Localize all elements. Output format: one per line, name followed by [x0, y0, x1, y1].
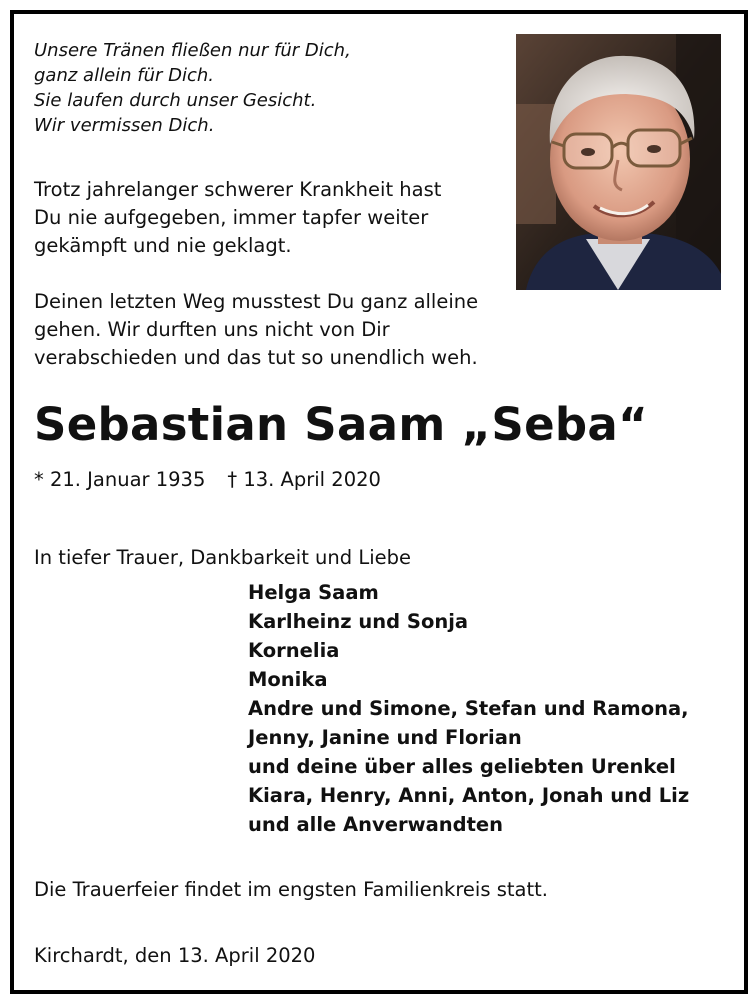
portrait-photo — [516, 34, 721, 290]
mourning-line: In tiefer Trauer, Dankbarkeit und Liebe — [34, 546, 411, 569]
poem-line: Sie laufen durch unser Gesicht. — [34, 90, 317, 111]
paragraph-line: Du nie aufgegeben, immer tapfer weiter — [34, 206, 429, 229]
family-member: Jenny, Janine und Florian — [248, 726, 522, 749]
farewell-paragraph — [34, 288, 478, 372]
family-list — [248, 578, 689, 839]
paragraph-line: verabschieden und das tut so unendlich weh. — [34, 346, 478, 369]
family-member: Kornelia — [248, 639, 340, 662]
deceased-name: Sebastian Saam „Seba“ — [34, 398, 648, 451]
place-and-date: Kirchardt, den 13. April 2020 — [34, 944, 316, 967]
family-member: Karlheinz und Sonja — [248, 610, 469, 633]
birth-date: * 21. Januar 1935 — [34, 468, 206, 491]
poem-line: Wir vermissen Dich. — [34, 115, 215, 136]
death-date: † 13. April 2020 — [227, 468, 381, 491]
poem-line: Unsere Tränen fließen nur für Dich, — [34, 40, 351, 61]
ceremony-note: Die Trauerfeier findet im engsten Familienkreis statt. — [34, 878, 548, 901]
paragraph-line: gekämpft und nie geklagt. — [34, 234, 292, 257]
family-member: Andre und Simone, Stefan und Ramona, — [248, 697, 689, 720]
life-dates — [34, 468, 381, 491]
poem-line: ganz allein für Dich. — [34, 65, 215, 86]
paragraph-line: Trotz jahrelanger schwerer Krankheit hast — [34, 178, 442, 201]
family-member: und deine über alles geliebten Urenkel — [248, 755, 676, 778]
poem — [34, 38, 351, 138]
paragraph-line: gehen. Wir durften uns nicht von Dir — [34, 318, 390, 341]
obituary-frame — [10, 10, 748, 994]
paragraph-line: Deinen letzten Weg musstest Du ganz alleine — [34, 290, 479, 313]
family-member: Kiara, Henry, Anni, Anton, Jonah und Liz — [248, 784, 690, 807]
family-member: Monika — [248, 668, 328, 691]
family-member: Helga Saam — [248, 581, 379, 604]
family-member: und alle Anverwandten — [248, 813, 504, 836]
intro-paragraph — [34, 176, 441, 260]
portrait-illustration — [516, 34, 721, 290]
